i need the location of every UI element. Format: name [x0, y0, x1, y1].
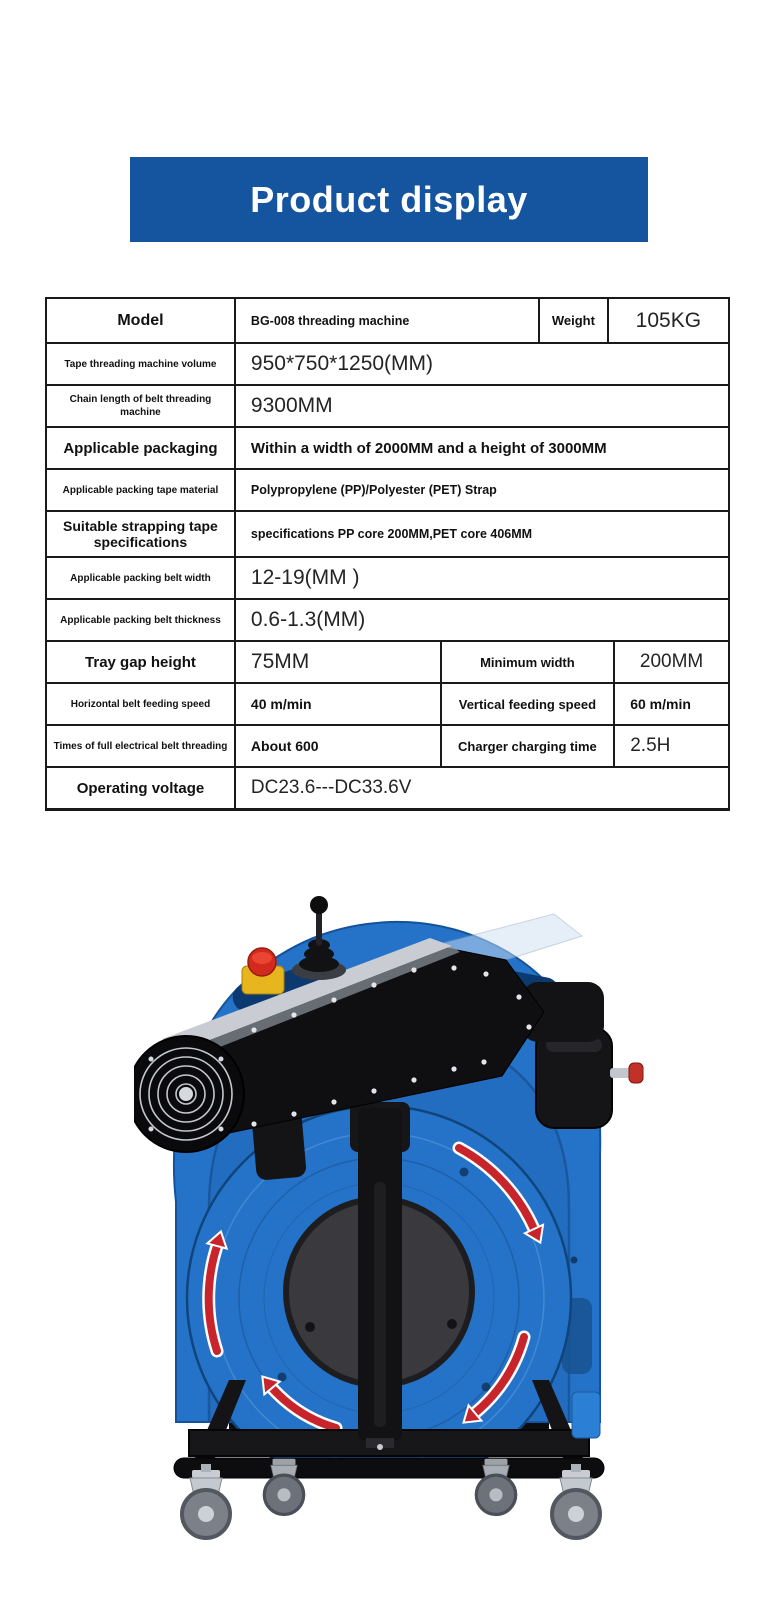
spec-value-vertical-speed: 60 m/min — [613, 684, 728, 724]
spec-label-tape-specifications: Suitable strapping tape specifications — [63, 517, 218, 550]
table-row — [47, 598, 728, 640]
table-row — [47, 426, 728, 468]
spec-label-weight: Weight — [538, 299, 607, 342]
side-crank-pod — [536, 1028, 643, 1128]
product-photo — [134, 862, 644, 1562]
spec-value-horizontal-speed: 40 m/min — [234, 684, 440, 724]
spec-label-belt-thickness: Applicable packing belt thickness — [60, 614, 221, 626]
spec-value-belt-width: 12-19(MM ) — [234, 558, 728, 598]
banner-title: Product display — [250, 178, 528, 220]
spec-value-tape-specifications: specifications PP core 200MM,PET core 406MM — [234, 512, 728, 556]
spec-value-tray-gap-height: 75MM — [234, 642, 440, 682]
crank-handle — [629, 1063, 643, 1083]
spec-value-weight: 105KG — [607, 299, 728, 342]
bumper-rail — [174, 1458, 604, 1478]
spec-label-charging-time: Charger charging time — [440, 726, 614, 766]
spec-label-operating-voltage: Operating voltage — [76, 779, 205, 797]
spec-value-applicable-packaging: Within a width of 2000MM and a height of 3000MM — [234, 428, 728, 468]
table-row — [47, 342, 728, 384]
spec-value-chain-length: 9300MM — [234, 386, 728, 426]
table-row — [47, 384, 728, 426]
product-display-banner — [130, 157, 648, 242]
spec-label-vertical-speed: Vertical feeding speed — [440, 684, 614, 724]
table-row — [47, 299, 728, 342]
spec-value-charging-time: 2.5H — [613, 726, 728, 766]
spec-label-applicable-packaging: Applicable packaging — [63, 439, 218, 457]
spec-label-chain-length: Chain length of belt threading machine — [69, 394, 212, 418]
spec-label-belt-width: Applicable packing belt width — [70, 572, 211, 584]
table-row — [47, 724, 728, 766]
spec-label-threading-times: Times of full electrical belt threading — [53, 740, 228, 752]
spec-label-horizontal-speed: Horizontal belt feeding speed — [70, 698, 211, 710]
spec-label-model: Model — [117, 311, 164, 329]
spec-value-threading-times: About 600 — [234, 726, 440, 766]
spec-label-volume: Tape threading machine volume — [64, 358, 217, 370]
spec-table — [45, 297, 730, 811]
center-handle-bar — [350, 1102, 410, 1450]
table-row — [47, 510, 728, 556]
table-row — [47, 468, 728, 510]
emergency-stop-button — [242, 948, 284, 994]
spec-value-tape-material: Polypropylene (PP)/Polyester (PET) Strap — [234, 470, 728, 510]
spec-label-minimum-width: Minimum width — [440, 642, 614, 682]
fan-grille — [134, 1036, 244, 1152]
spec-label-tape-material: Applicable packing tape material — [62, 484, 219, 496]
spec-value-minimum-width: 200MM — [613, 642, 728, 682]
table-row — [47, 682, 728, 724]
spec-value-volume: 950*750*1250(MM) — [234, 344, 728, 384]
spec-value-operating-voltage: DC23.6---DC33.6V — [234, 768, 728, 808]
spec-value-belt-thickness: 0.6-1.3(MM) — [234, 600, 728, 640]
table-row — [47, 640, 728, 682]
charger-box — [572, 1392, 600, 1438]
spec-value-model: BG-008 threading machine — [234, 299, 538, 342]
spec-label-tray-gap-height: Tray gap height — [85, 653, 196, 671]
table-row — [47, 766, 728, 808]
table-row — [47, 556, 728, 598]
